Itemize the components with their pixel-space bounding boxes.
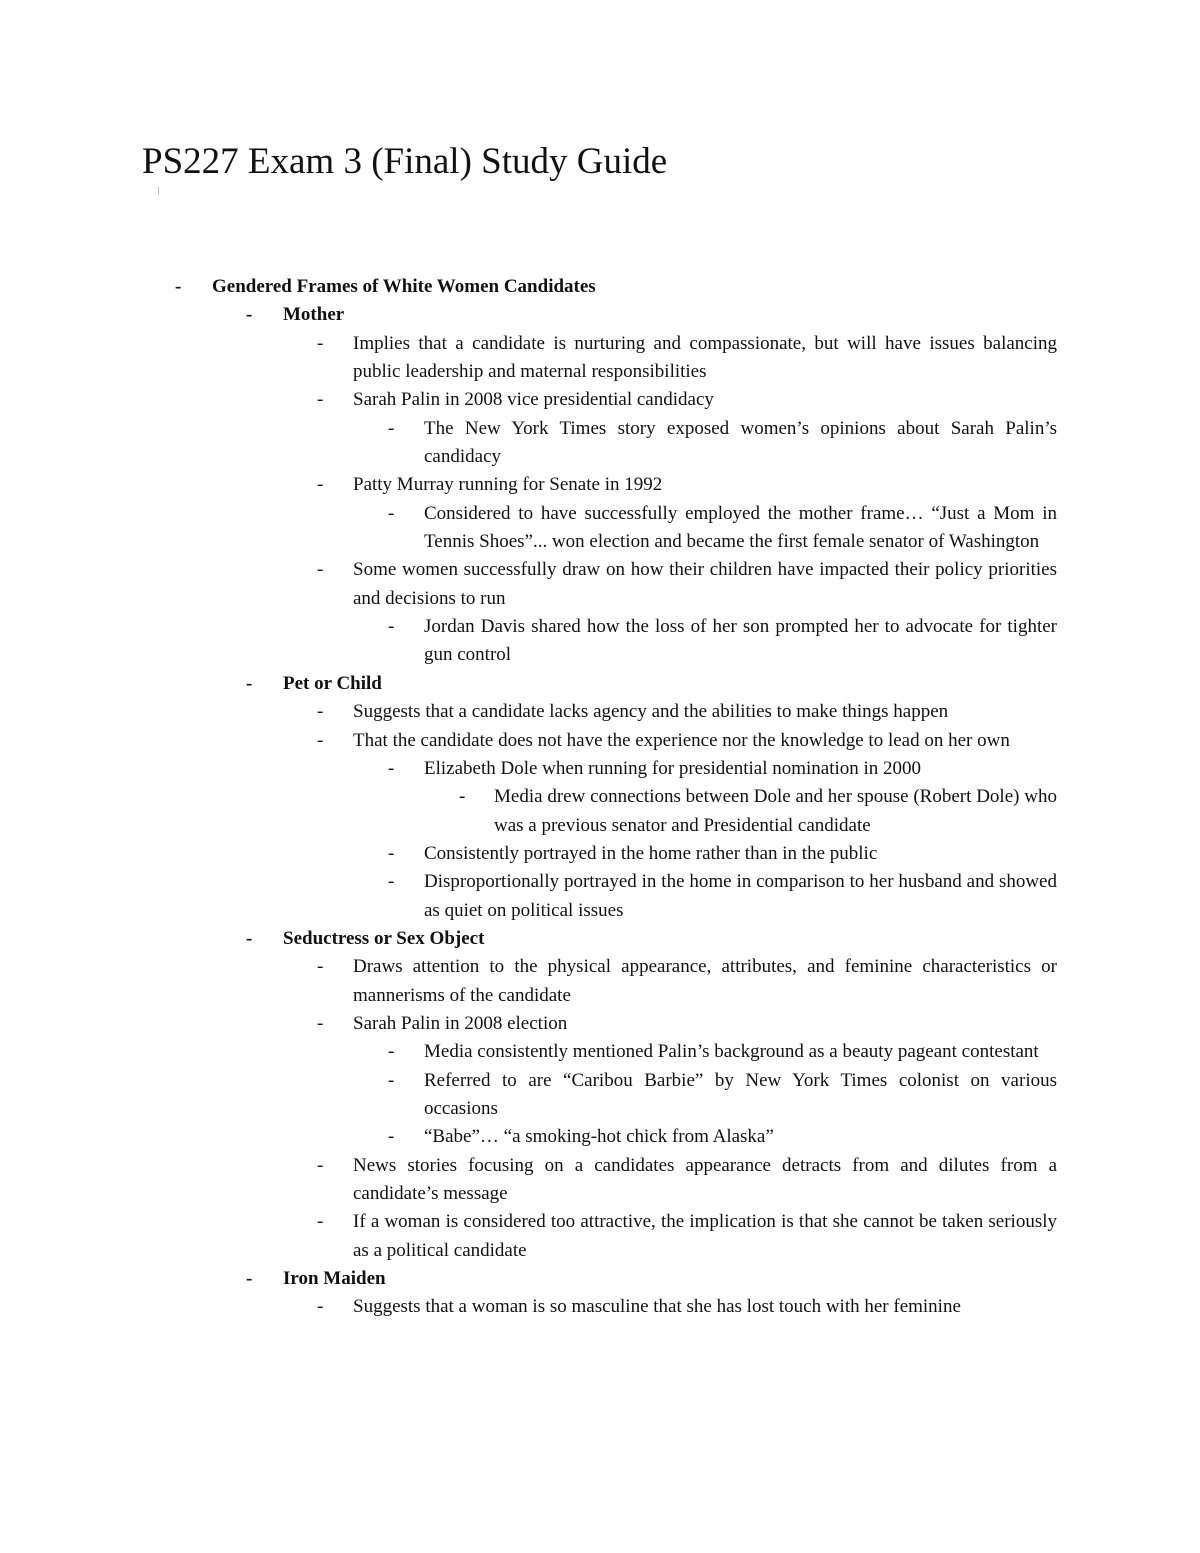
outline-heading: [0, 301, 1057, 329]
bullet-dash: -: [388, 1069, 395, 1091]
outline-item: [0, 386, 1057, 414]
bullet-dash: -: [246, 304, 253, 326]
outline-item-text: Considered to have successfully employed the mother frame… “Just a Mom in Tennis Shoes”... won election and became the first female senator of Washington: [424, 502, 1057, 553]
bullet-dash: -: [317, 1012, 324, 1034]
outline-item-text: Sarah Palin in 2008 vice presidential candidacy: [353, 389, 714, 411]
outline-item-text: Jordan Davis shared how the loss of her son prompted her to advocate for tighter gun control: [424, 616, 1057, 666]
outline-item-text: If a woman is considered too attractive, the implication is that she cannot be taken seriously as a political candidate: [353, 1211, 1057, 1261]
outline-heading: [0, 925, 1057, 953]
bullet-dash: -: [317, 389, 324, 411]
outline-item-text: Draws attention to the physical appearance, attributes, and feminine characteristics or mannerisms of the candidate: [353, 956, 1057, 1006]
bullet-dash: -: [317, 332, 324, 354]
bullet-dash: -: [246, 927, 253, 949]
outline-item-text: Referred to are “Caribou Barbie” by New York Times colonist on various occasions: [424, 1069, 1057, 1119]
outline-item: [0, 840, 1057, 868]
bullet-dash: -: [388, 1041, 395, 1063]
outline-heading-text: Iron Maiden: [283, 1268, 386, 1290]
bullet-dash: -: [317, 559, 324, 581]
outline-item: [0, 1010, 1057, 1038]
outline-item: [0, 1152, 1057, 1209]
outline-item-text: Disproportionally portrayed in the home in comparison to her husband and showed as quiet on political issues: [424, 871, 1057, 921]
outline-heading: [0, 1265, 1057, 1293]
document-title: PS227 Exam 3 (Final) Study Guide: [142, 141, 668, 182]
bullet-dash: -: [317, 1154, 324, 1176]
outline-heading: [0, 670, 1057, 698]
text-cursor-mark: [158, 187, 159, 195]
outline-item-text: That the candidate does not have the experience nor the knowledge to lead on her own: [353, 729, 1010, 751]
outline-item: [0, 868, 1057, 925]
bullet-dash: -: [317, 474, 324, 496]
outline-item-text: “Babe”… “a smoking-hot chick from Alaska”: [424, 1126, 774, 1148]
outline-item-text: Implies that a candidate is nurturing and compassionate, but will have issues balancing public leadership and maternal responsibilities: [353, 332, 1057, 383]
bullet-dash: -: [317, 729, 324, 751]
outline-item-text: News stories focusing on a candidates appearance detracts from and dilutes from a candidate’s message: [353, 1154, 1057, 1204]
outline-item: [0, 613, 1057, 670]
outline-item: [0, 953, 1057, 1010]
outline-item: [0, 1038, 1057, 1066]
outline-item-text: Some women successfully draw on how their children have impacted their policy priorities and decisions to run: [353, 559, 1057, 609]
outline-heading: [0, 273, 1057, 301]
outline-heading-text: Pet or Child: [283, 672, 382, 694]
outline-item: [0, 415, 1057, 472]
bullet-dash: -: [388, 417, 395, 439]
bullet-dash: -: [388, 842, 395, 864]
outline-item: [0, 1293, 1057, 1321]
bullet-dash: -: [175, 276, 182, 297]
outline-item: [0, 330, 1057, 387]
outline-item-text: Consistently portrayed in the home rather than in the public: [424, 842, 878, 864]
bullet-dash: -: [317, 1296, 324, 1318]
outline-item: [0, 471, 1057, 499]
bullet-dash: -: [246, 1268, 253, 1290]
bullet-dash: -: [246, 672, 253, 694]
outline-item: [0, 556, 1057, 613]
outline-item: [0, 1123, 1057, 1151]
outline-item-text: Sarah Palin in 2008 election: [353, 1012, 568, 1034]
outline-item-text: Media consistently mentioned Palin’s background as a beauty pageant contestant: [424, 1041, 1039, 1063]
bullet-dash: -: [388, 871, 395, 893]
outline-item-text: Patty Murray running for Senate in 1992: [353, 474, 663, 496]
outline-heading-text: Gendered Frames of White Women Candidates: [212, 276, 596, 297]
bullet-dash: -: [388, 1126, 395, 1148]
bullet-dash: -: [388, 502, 395, 524]
outline-item-text: Elizabeth Dole when running for presidential nomination in 2000: [424, 757, 922, 779]
outline-item: [0, 500, 1057, 557]
outline-heading-text: Mother: [283, 304, 345, 326]
outline-item: [0, 727, 1057, 755]
outline-item-text: Suggests that a candidate lacks agency and the abilities to make things happen: [353, 701, 949, 723]
bullet-dash: -: [317, 1211, 324, 1233]
outline-item-text: Media drew connections between Dole and her spouse (Robert Dole) who was a previous senator and Presidential candidate: [494, 786, 1057, 836]
outline-item: [0, 1067, 1057, 1124]
outline-item: [0, 698, 1057, 726]
bullet-dash: -: [317, 956, 324, 978]
outline-item: [0, 1208, 1057, 1265]
outline-item: [0, 755, 1057, 783]
bullet-dash: -: [317, 701, 324, 723]
outline-item: [0, 783, 1057, 840]
bullet-dash: -: [388, 616, 395, 638]
study-guide-outline: [0, 273, 1200, 1322]
bullet-dash: -: [388, 757, 395, 779]
bullet-dash: -: [459, 786, 466, 808]
outline-item-text: Suggests that a woman is so masculine that she has lost touch with her feminine: [353, 1296, 961, 1318]
outline-item-text: The New York Times story exposed women’s opinions about Sarah Palin’s candidacy: [424, 417, 1057, 468]
outline-heading-text: Seductress or Sex Object: [283, 927, 485, 949]
